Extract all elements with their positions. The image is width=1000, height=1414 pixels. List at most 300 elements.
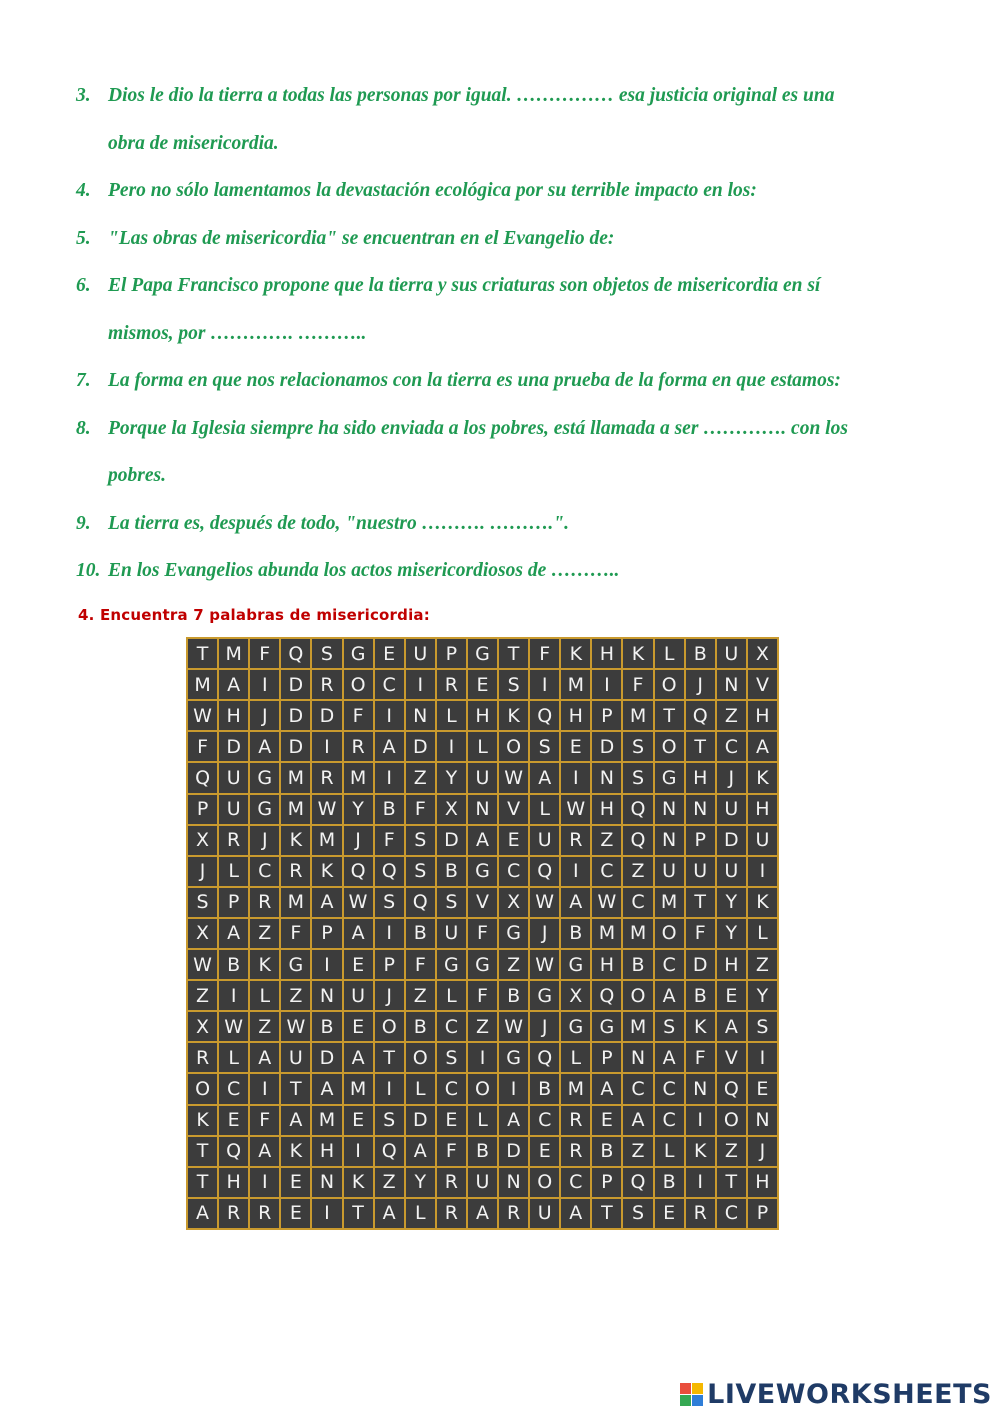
- word-search-cell[interactable]: Z: [250, 919, 279, 948]
- word-search-cell[interactable]: G: [437, 950, 466, 979]
- word-search-cell[interactable]: C: [437, 1074, 466, 1103]
- word-search-cell[interactable]: O: [499, 732, 528, 761]
- word-search-cell[interactable]: A: [530, 763, 559, 792]
- word-search-cell[interactable]: F: [468, 981, 497, 1010]
- word-search-cell[interactable]: A: [250, 732, 279, 761]
- word-search-cell[interactable]: D: [717, 826, 746, 855]
- word-search-cell[interactable]: T: [686, 732, 715, 761]
- word-search-cell[interactable]: T: [499, 639, 528, 668]
- word-search-cell[interactable]: V: [499, 795, 528, 824]
- word-search-cell[interactable]: H: [717, 950, 746, 979]
- word-search-cell[interactable]: Z: [592, 826, 621, 855]
- word-search-cell[interactable]: W: [561, 795, 590, 824]
- word-search-cell[interactable]: U: [468, 1168, 497, 1197]
- word-search-cell[interactable]: R: [686, 1199, 715, 1228]
- word-search-cell[interactable]: S: [499, 670, 528, 699]
- word-search-cell[interactable]: U: [717, 639, 746, 668]
- word-search-cell[interactable]: S: [312, 639, 341, 668]
- word-search-cell[interactable]: F: [250, 1106, 279, 1135]
- word-search-cell[interactable]: F: [281, 919, 310, 948]
- word-search-cell[interactable]: J: [717, 763, 746, 792]
- word-search-cell[interactable]: J: [530, 919, 559, 948]
- word-search-cell[interactable]: I: [748, 857, 777, 886]
- word-search-cell[interactable]: R: [219, 1199, 248, 1228]
- word-search-cell[interactable]: C: [219, 1074, 248, 1103]
- word-search-cell[interactable]: I: [312, 1199, 341, 1228]
- word-search-cell[interactable]: E: [375, 639, 404, 668]
- word-search-cell[interactable]: Q: [592, 981, 621, 1010]
- word-search-cell[interactable]: T: [188, 1168, 217, 1197]
- word-search-cell[interactable]: C: [250, 857, 279, 886]
- word-search-cell[interactable]: Z: [717, 1137, 746, 1166]
- word-search-cell[interactable]: Y: [437, 763, 466, 792]
- word-search-cell[interactable]: H: [748, 701, 777, 730]
- word-search-cell[interactable]: Q: [281, 639, 310, 668]
- word-search-cell[interactable]: I: [375, 1074, 404, 1103]
- word-search-cell[interactable]: E: [499, 826, 528, 855]
- word-search-cell[interactable]: C: [623, 888, 652, 917]
- word-search-cell[interactable]: M: [561, 670, 590, 699]
- word-search-cell[interactable]: I: [375, 701, 404, 730]
- word-search-cell[interactable]: N: [468, 795, 497, 824]
- word-search-cell[interactable]: P: [592, 1168, 621, 1197]
- word-search-cell[interactable]: S: [530, 732, 559, 761]
- word-search-cell[interactable]: M: [281, 795, 310, 824]
- word-search-cell[interactable]: T: [717, 1168, 746, 1197]
- word-search-cell[interactable]: U: [344, 981, 373, 1010]
- word-search-cell[interactable]: T: [655, 701, 684, 730]
- word-search-cell[interactable]: D: [406, 732, 435, 761]
- word-search-cell[interactable]: Y: [717, 919, 746, 948]
- word-search-cell[interactable]: U: [219, 795, 248, 824]
- word-search-cell[interactable]: S: [623, 1199, 652, 1228]
- word-search-cell[interactable]: A: [281, 1106, 310, 1135]
- word-search-cell[interactable]: G: [499, 1043, 528, 1072]
- word-search-cell[interactable]: A: [717, 1012, 746, 1041]
- word-search-cell[interactable]: L: [406, 1074, 435, 1103]
- word-search-cell[interactable]: M: [312, 826, 341, 855]
- word-search-cell[interactable]: G: [592, 1012, 621, 1041]
- word-search-cell[interactable]: G: [530, 981, 559, 1010]
- word-search-cell[interactable]: J: [748, 1137, 777, 1166]
- word-search-cell[interactable]: E: [530, 1137, 559, 1166]
- word-search-cell[interactable]: L: [468, 732, 497, 761]
- word-search-cell[interactable]: Q: [375, 857, 404, 886]
- word-search-cell[interactable]: B: [686, 639, 715, 668]
- word-search-cell[interactable]: A: [623, 1106, 652, 1135]
- word-search-cell[interactable]: Q: [686, 701, 715, 730]
- word-search-cell[interactable]: V: [717, 1043, 746, 1072]
- word-search-cell[interactable]: R: [561, 1137, 590, 1166]
- word-search-cell[interactable]: L: [655, 639, 684, 668]
- word-search-cell[interactable]: H: [219, 1168, 248, 1197]
- word-search-cell[interactable]: G: [468, 857, 497, 886]
- word-search-cell[interactable]: B: [499, 981, 528, 1010]
- word-search-cell[interactable]: J: [375, 981, 404, 1010]
- word-search-cell[interactable]: P: [748, 1199, 777, 1228]
- word-search-cell[interactable]: Y: [406, 1168, 435, 1197]
- word-search-cell[interactable]: B: [623, 950, 652, 979]
- word-search-cell[interactable]: L: [561, 1043, 590, 1072]
- word-search-cell[interactable]: T: [686, 888, 715, 917]
- word-search-cell[interactable]: E: [748, 1074, 777, 1103]
- word-search-cell[interactable]: B: [530, 1074, 559, 1103]
- word-search-cell[interactable]: H: [219, 701, 248, 730]
- word-search-cell[interactable]: A: [250, 1043, 279, 1072]
- word-search-cell[interactable]: Q: [530, 1043, 559, 1072]
- word-search-cell[interactable]: K: [312, 857, 341, 886]
- word-search-cell[interactable]: W: [281, 1012, 310, 1041]
- word-search-cell[interactable]: U: [530, 1199, 559, 1228]
- word-search-cell[interactable]: D: [281, 732, 310, 761]
- word-search-cell[interactable]: L: [250, 981, 279, 1010]
- word-search-cell[interactable]: D: [219, 732, 248, 761]
- word-search-cell[interactable]: E: [344, 1012, 373, 1041]
- word-search-cell[interactable]: G: [250, 763, 279, 792]
- word-search-cell[interactable]: S: [655, 1012, 684, 1041]
- word-search-cell[interactable]: K: [499, 701, 528, 730]
- word-search-cell[interactable]: F: [530, 639, 559, 668]
- word-search-cell[interactable]: W: [499, 763, 528, 792]
- word-search-cell[interactable]: O: [530, 1168, 559, 1197]
- word-search-cell[interactable]: M: [281, 763, 310, 792]
- word-search-cell[interactable]: M: [623, 701, 652, 730]
- word-search-cell[interactable]: A: [344, 919, 373, 948]
- word-search-cell[interactable]: E: [344, 950, 373, 979]
- word-search-cell[interactable]: Z: [748, 950, 777, 979]
- word-search-cell[interactable]: M: [561, 1074, 590, 1103]
- word-search-cell[interactable]: F: [375, 826, 404, 855]
- word-search-cell[interactable]: I: [748, 1043, 777, 1072]
- word-search-cell[interactable]: O: [406, 1043, 435, 1072]
- word-search-cell[interactable]: K: [344, 1168, 373, 1197]
- word-search-cell[interactable]: I: [499, 1074, 528, 1103]
- word-search-cell[interactable]: F: [686, 919, 715, 948]
- word-search-cell[interactable]: M: [312, 1106, 341, 1135]
- word-search-cell[interactable]: F: [188, 732, 217, 761]
- word-search-cell[interactable]: S: [188, 888, 217, 917]
- word-search-cell[interactable]: W: [344, 888, 373, 917]
- word-search-cell[interactable]: O: [655, 919, 684, 948]
- word-search-cell[interactable]: W: [499, 1012, 528, 1041]
- word-search-cell[interactable]: H: [748, 1168, 777, 1197]
- word-search-cell[interactable]: T: [281, 1074, 310, 1103]
- word-search-cell[interactable]: R: [561, 1106, 590, 1135]
- word-search-cell[interactable]: P: [312, 919, 341, 948]
- word-search-cell[interactable]: B: [437, 857, 466, 886]
- word-search-cell[interactable]: N: [748, 1106, 777, 1135]
- word-search-cell[interactable]: O: [188, 1074, 217, 1103]
- word-search-cell[interactable]: Z: [717, 701, 746, 730]
- word-search-cell[interactable]: C: [623, 1074, 652, 1103]
- word-search-cell[interactable]: J: [188, 857, 217, 886]
- word-search-cell[interactable]: I: [592, 670, 621, 699]
- word-search-cell[interactable]: Z: [499, 950, 528, 979]
- word-search-cell[interactable]: Q: [623, 795, 652, 824]
- word-search-cell[interactable]: B: [561, 919, 590, 948]
- word-search-cell[interactable]: L: [406, 1199, 435, 1228]
- word-search-cell[interactable]: S: [748, 1012, 777, 1041]
- word-search-cell[interactable]: T: [188, 1137, 217, 1166]
- word-search-cell[interactable]: N: [686, 795, 715, 824]
- word-search-cell[interactable]: I: [468, 1043, 497, 1072]
- word-search-cell[interactable]: A: [468, 826, 497, 855]
- word-search-cell[interactable]: I: [250, 670, 279, 699]
- word-search-cell[interactable]: Q: [188, 763, 217, 792]
- word-search-cell[interactable]: G: [468, 639, 497, 668]
- word-search-cell[interactable]: U: [530, 826, 559, 855]
- word-search-cell[interactable]: I: [530, 670, 559, 699]
- word-search-cell[interactable]: U: [717, 795, 746, 824]
- word-search-cell[interactable]: F: [686, 1043, 715, 1072]
- word-search-cell[interactable]: C: [561, 1168, 590, 1197]
- word-search-cell[interactable]: L: [468, 1106, 497, 1135]
- word-search-cell[interactable]: A: [375, 1199, 404, 1228]
- word-search-cell[interactable]: F: [344, 701, 373, 730]
- word-search-cell[interactable]: H: [592, 795, 621, 824]
- word-search-cell[interactable]: E: [219, 1106, 248, 1135]
- word-search-cell[interactable]: O: [655, 670, 684, 699]
- word-search-cell[interactable]: K: [281, 826, 310, 855]
- word-search-cell[interactable]: R: [344, 732, 373, 761]
- word-search-cell[interactable]: P: [592, 701, 621, 730]
- word-search-cell[interactable]: O: [375, 1012, 404, 1041]
- word-search-cell[interactable]: Z: [623, 1137, 652, 1166]
- word-search-cell[interactable]: M: [623, 1012, 652, 1041]
- word-search-cell[interactable]: D: [499, 1137, 528, 1166]
- word-search-cell[interactable]: H: [468, 701, 497, 730]
- word-search-cell[interactable]: F: [406, 950, 435, 979]
- word-search-cell[interactable]: Z: [406, 981, 435, 1010]
- word-search-cell[interactable]: C: [499, 857, 528, 886]
- word-search-cell[interactable]: F: [406, 795, 435, 824]
- word-search-cell[interactable]: M: [188, 670, 217, 699]
- word-search-cell[interactable]: X: [561, 981, 590, 1010]
- word-search-cell[interactable]: K: [561, 639, 590, 668]
- word-search-cell[interactable]: I: [250, 1074, 279, 1103]
- word-search-cell[interactable]: B: [592, 1137, 621, 1166]
- word-search-cell[interactable]: A: [499, 1106, 528, 1135]
- word-search-cell[interactable]: C: [717, 732, 746, 761]
- word-search-cell[interactable]: A: [561, 1199, 590, 1228]
- word-search-cell[interactable]: H: [686, 763, 715, 792]
- word-search-cell[interactable]: F: [468, 919, 497, 948]
- word-search-cell[interactable]: Q: [219, 1137, 248, 1166]
- word-search-cell[interactable]: E: [468, 670, 497, 699]
- word-search-cell[interactable]: E: [437, 1106, 466, 1135]
- word-search-cell[interactable]: J: [250, 826, 279, 855]
- word-search-cell[interactable]: G: [281, 950, 310, 979]
- word-search-cell[interactable]: A: [655, 1043, 684, 1072]
- word-search-cell[interactable]: Z: [250, 1012, 279, 1041]
- word-search-cell[interactable]: D: [312, 701, 341, 730]
- word-search-cell[interactable]: C: [655, 950, 684, 979]
- word-search-cell[interactable]: R: [281, 857, 310, 886]
- word-search-cell[interactable]: C: [655, 1074, 684, 1103]
- word-search-cell[interactable]: R: [312, 763, 341, 792]
- word-search-cell[interactable]: L: [219, 1043, 248, 1072]
- word-search-cell[interactable]: K: [281, 1137, 310, 1166]
- word-search-cell[interactable]: O: [623, 981, 652, 1010]
- word-search-cell[interactable]: X: [437, 795, 466, 824]
- word-search-cell[interactable]: W: [530, 888, 559, 917]
- word-search-cell[interactable]: J: [686, 670, 715, 699]
- word-search-cell[interactable]: G: [561, 1012, 590, 1041]
- word-search-cell[interactable]: A: [188, 1199, 217, 1228]
- word-search-cell[interactable]: Z: [468, 1012, 497, 1041]
- word-search-cell[interactable]: Z: [375, 1168, 404, 1197]
- word-search-cell[interactable]: R: [437, 1168, 466, 1197]
- word-search-cell[interactable]: Q: [623, 1168, 652, 1197]
- word-search-cell[interactable]: V: [468, 888, 497, 917]
- word-search-cell[interactable]: Z: [406, 763, 435, 792]
- word-search-cell[interactable]: C: [530, 1106, 559, 1135]
- word-search-cell[interactable]: L: [219, 857, 248, 886]
- word-search-cell[interactable]: M: [655, 888, 684, 917]
- word-search-cell[interactable]: I: [375, 919, 404, 948]
- word-search-cell[interactable]: A: [655, 981, 684, 1010]
- word-search-cell[interactable]: B: [312, 1012, 341, 1041]
- word-search-cell[interactable]: A: [561, 888, 590, 917]
- word-search-cell[interactable]: C: [717, 1199, 746, 1228]
- word-search-cell[interactable]: O: [468, 1074, 497, 1103]
- word-search-cell[interactable]: S: [623, 763, 652, 792]
- word-search-cell[interactable]: K: [748, 888, 777, 917]
- word-search-cell[interactable]: U: [655, 857, 684, 886]
- word-search-cell[interactable]: H: [312, 1137, 341, 1166]
- word-search-cell[interactable]: P: [188, 795, 217, 824]
- word-search-cell[interactable]: I: [561, 763, 590, 792]
- word-search-cell[interactable]: M: [344, 763, 373, 792]
- word-search-cell[interactable]: S: [437, 1043, 466, 1072]
- word-search-cell[interactable]: C: [655, 1106, 684, 1135]
- word-search-cell[interactable]: N: [655, 795, 684, 824]
- word-search-cell[interactable]: H: [592, 639, 621, 668]
- word-search-cell[interactable]: I: [437, 732, 466, 761]
- word-search-cell[interactable]: E: [655, 1199, 684, 1228]
- word-search-cell[interactable]: R: [499, 1199, 528, 1228]
- word-search-cell[interactable]: F: [250, 639, 279, 668]
- word-search-cell[interactable]: G: [655, 763, 684, 792]
- word-search-cell[interactable]: B: [686, 981, 715, 1010]
- word-search-cell[interactable]: Q: [623, 826, 652, 855]
- word-search-cell[interactable]: V: [748, 670, 777, 699]
- word-search-cell[interactable]: N: [623, 1043, 652, 1072]
- word-search-cell[interactable]: N: [406, 701, 435, 730]
- word-search-cell[interactable]: B: [406, 919, 435, 948]
- word-search-cell[interactable]: M: [219, 639, 248, 668]
- word-search-cell[interactable]: A: [375, 732, 404, 761]
- word-search-cell[interactable]: I: [219, 981, 248, 1010]
- word-search-cell[interactable]: U: [686, 857, 715, 886]
- word-search-cell[interactable]: Q: [406, 888, 435, 917]
- word-search-cell[interactable]: W: [219, 1012, 248, 1041]
- word-search-cell[interactable]: L: [655, 1137, 684, 1166]
- word-search-cell[interactable]: N: [312, 981, 341, 1010]
- word-search-cell[interactable]: K: [250, 950, 279, 979]
- word-search-cell[interactable]: E: [344, 1106, 373, 1135]
- word-search-cell[interactable]: Q: [530, 857, 559, 886]
- word-search-cell[interactable]: C: [437, 1012, 466, 1041]
- word-search-cell[interactable]: I: [312, 732, 341, 761]
- word-search-cell[interactable]: S: [437, 888, 466, 917]
- word-search-cell[interactable]: Q: [530, 701, 559, 730]
- word-search-cell[interactable]: N: [592, 763, 621, 792]
- word-search-cell[interactable]: D: [406, 1106, 435, 1135]
- word-search-cell[interactable]: I: [375, 763, 404, 792]
- word-search-cell[interactable]: L: [748, 919, 777, 948]
- word-search-cell[interactable]: Q: [717, 1074, 746, 1103]
- word-search-cell[interactable]: E: [561, 732, 590, 761]
- word-search-cell[interactable]: A: [344, 1043, 373, 1072]
- word-search-cell[interactable]: C: [592, 857, 621, 886]
- word-search-cell[interactable]: X: [188, 1012, 217, 1041]
- word-search-cell[interactable]: B: [375, 795, 404, 824]
- word-search-cell[interactable]: W: [188, 950, 217, 979]
- word-search-cell[interactable]: E: [281, 1199, 310, 1228]
- word-search-cell[interactable]: M: [592, 919, 621, 948]
- word-search-cell[interactable]: W: [312, 795, 341, 824]
- word-search-cell[interactable]: R: [437, 1199, 466, 1228]
- word-search-cell[interactable]: N: [655, 826, 684, 855]
- word-search-cell[interactable]: I: [406, 670, 435, 699]
- word-search-cell[interactable]: K: [686, 1012, 715, 1041]
- word-search-cell[interactable]: U: [437, 919, 466, 948]
- word-search-cell[interactable]: H: [748, 795, 777, 824]
- word-search-cell[interactable]: D: [437, 826, 466, 855]
- word-search-cell[interactable]: S: [375, 888, 404, 917]
- word-search-cell[interactable]: C: [375, 670, 404, 699]
- word-search-cell[interactable]: N: [312, 1168, 341, 1197]
- word-search-cell[interactable]: A: [748, 732, 777, 761]
- word-search-cell[interactable]: S: [375, 1106, 404, 1135]
- word-search-cell[interactable]: G: [499, 919, 528, 948]
- word-search-cell[interactable]: X: [188, 826, 217, 855]
- word-search-cell[interactable]: D: [281, 670, 310, 699]
- word-search-cell[interactable]: H: [561, 701, 590, 730]
- word-search-cell[interactable]: J: [344, 826, 373, 855]
- word-search-cell[interactable]: R: [188, 1043, 217, 1072]
- word-search-cell[interactable]: E: [717, 981, 746, 1010]
- word-search-cell[interactable]: T: [375, 1043, 404, 1072]
- word-search-cell[interactable]: L: [437, 701, 466, 730]
- word-search-cell[interactable]: U: [748, 826, 777, 855]
- word-search-cell[interactable]: A: [406, 1137, 435, 1166]
- word-search-cell[interactable]: Z: [281, 981, 310, 1010]
- word-search-cell[interactable]: W: [188, 701, 217, 730]
- word-search-cell[interactable]: T: [188, 639, 217, 668]
- word-search-cell[interactable]: P: [375, 950, 404, 979]
- word-search-cell[interactable]: K: [623, 639, 652, 668]
- word-search-cell[interactable]: G: [250, 795, 279, 824]
- word-search-cell[interactable]: Y: [748, 981, 777, 1010]
- word-search-cell[interactable]: A: [219, 919, 248, 948]
- word-search-cell[interactable]: Q: [375, 1137, 404, 1166]
- word-search-cell[interactable]: O: [655, 732, 684, 761]
- word-search-cell[interactable]: B: [406, 1012, 435, 1041]
- word-search-cell[interactable]: I: [312, 950, 341, 979]
- word-search-cell[interactable]: A: [219, 670, 248, 699]
- word-search-cell[interactable]: R: [250, 1199, 279, 1228]
- word-search-cell[interactable]: A: [592, 1074, 621, 1103]
- word-search-cell[interactable]: M: [281, 888, 310, 917]
- word-search-cell[interactable]: P: [686, 826, 715, 855]
- word-search-cell[interactable]: R: [437, 670, 466, 699]
- word-search-cell[interactable]: A: [312, 888, 341, 917]
- word-search-cell[interactable]: L: [530, 795, 559, 824]
- word-search-cell[interactable]: I: [344, 1137, 373, 1166]
- word-search-cell[interactable]: Q: [344, 857, 373, 886]
